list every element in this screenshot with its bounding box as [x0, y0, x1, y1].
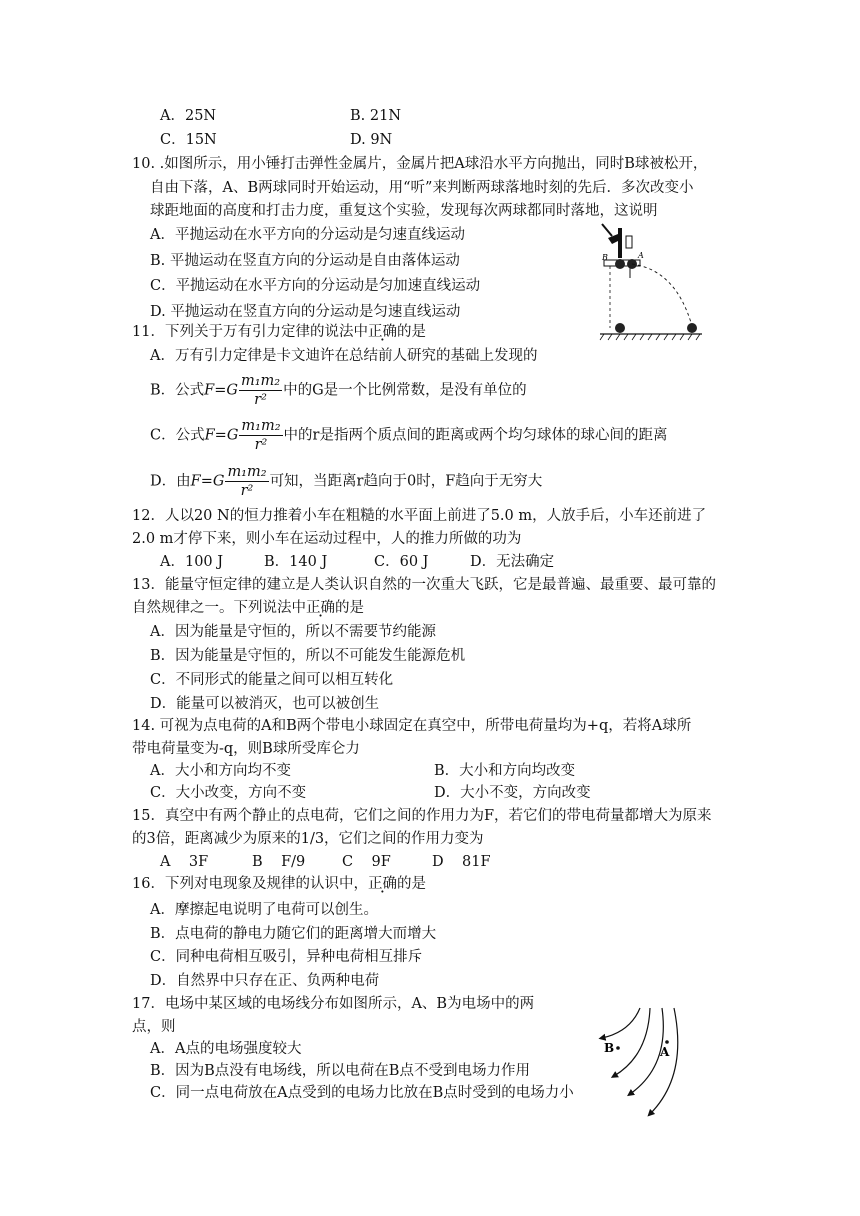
q12-option-b: B．140 J	[264, 554, 328, 570]
q11-stem-post: 的是	[396, 324, 426, 340]
q9-option-a: A．25N	[160, 108, 217, 124]
q11-option-c-post: 中的r是指两个质点间的距离或两个均匀球体的球心间的距离	[283, 427, 668, 444]
q13-option-b: B．因为能量是守恒的，所以不可能发生能源危机	[150, 648, 466, 664]
formula-numerator: m₁m₂	[241, 418, 281, 434]
q11-option-b	[150, 372, 527, 409]
q13-option-a: A．因为能量是守恒的，所以不需要节约能源	[150, 624, 436, 640]
q13-stem-line1: 13．能量守恒定律的建立是人类认识自然的一次重大飞跃，它是最普遍、最重要、最可靠的	[132, 577, 716, 593]
fig-point-a-label: A	[660, 1045, 670, 1059]
q17-stem-line1: 17．电场中某区域的电场线分布如图所示，A、B为电场中的两	[132, 996, 535, 1012]
q17-option-a: A．A点的电场强度较大	[150, 1041, 302, 1057]
q10-option-d: D. 平抛运动在竖直方向的分运动是匀速直线运动	[150, 304, 461, 320]
q13-stem-line2	[132, 598, 364, 618]
q13-stem-post: 的是	[335, 600, 364, 616]
q12-option-c: C．60 J	[374, 554, 429, 570]
formula-numerator: m₁m₂	[240, 373, 281, 389]
q16-option-c: C．同种电荷相互吸引，异种电荷相互排斥	[150, 949, 423, 965]
q13-option-d: D．能量可以被消灭，也可以被创生	[150, 696, 380, 712]
q15-option-d: D 81F	[432, 854, 491, 870]
formula-lhs: F=G	[204, 382, 238, 399]
q14-option-b: B．大小和方向均改变	[434, 763, 576, 779]
q13-stem-pre: 自然规律之一。下列说法中	[132, 600, 306, 616]
fig-label-b: B	[602, 253, 608, 262]
q16-option-b: B．点电荷的静电力随它们的距离增大而增大	[150, 926, 437, 942]
formula-denominator: r²	[254, 437, 268, 453]
q12-stem-line2: 2.0 m才停下来，则小车在运动过程中，人的推力所做的功为	[132, 531, 522, 547]
q13-stem-emphasis: 正确	[306, 600, 335, 616]
q14-stem-line2: 带电荷量变为-q，则B球所受库仑力	[132, 741, 360, 757]
q15-option-c: C 9F	[342, 854, 391, 870]
formula-fraction	[239, 417, 282, 454]
q11-option-d	[150, 463, 542, 500]
q15-option-a: A 3F	[160, 854, 209, 870]
q14-stem-line1: 14. 可视为点电荷的A和B两个带电小球固定在真空中，所带电荷量均为+q，若将A球所	[132, 718, 692, 734]
q14-option-d: D．大小不变，方向改变	[434, 785, 591, 801]
q12-stem-line1: 12．人以20 N的恒力推着小车在粗糙的水平面上前进了5.0 m，人放手后，小车还前进了	[132, 508, 707, 524]
q10-stem-line3: 球距地面的高度和打击力度，重复这个实验，发现每次两球都同时落地，这说明	[150, 203, 658, 219]
q17-option-c: C．同一点电荷放在A点受到的电场力比放在B点时受到的电场力小	[150, 1085, 574, 1101]
q10-option-c: C．平抛运动在水平方向的分运动是匀加速直线运动	[150, 278, 481, 294]
q11-option-c-pre: C．公式	[150, 427, 205, 444]
q11-option-b-post: 中的G是一个比例常数，是没有单位的	[283, 382, 527, 399]
q11-option-b-pre: B．公式	[150, 382, 205, 399]
q17-stem-line2: 点，则	[132, 1019, 176, 1035]
q9-option-b: B. 21N	[350, 108, 402, 124]
q13-option-c: C．不同形式的能量之间可以相互转化	[150, 672, 394, 688]
formula-fraction	[225, 463, 268, 500]
q11-option-d-pre: D．由	[150, 473, 191, 490]
q11-option-d-post: 可知，当距离r趋向于0时，F趋向于无穷大	[269, 473, 543, 490]
q10-stem-line2: 自由下落，A、B两球同时开始运动，用“听”来判断两球落地时刻的先后．多次改变小	[150, 180, 694, 196]
q10-stem-line1: 10. .如图所示，用小锤打击弹性金属片，金属片把A球沿水平方向抛出，同时B球被松开，	[132, 156, 708, 172]
q14-option-c: C．大小改变，方向不变	[150, 785, 307, 801]
electric-field-figure	[590, 1004, 690, 1120]
q12-option-d: D．无法确定	[470, 554, 555, 570]
q9-option-c: C．15N	[160, 132, 217, 148]
q11-stem-emphasis: 正确	[367, 324, 397, 340]
q17-option-b: B．因为B点没有电场线，所以电荷在B点不受到电场力作用	[150, 1063, 530, 1079]
q16-stem-pre: 16．下列对电现象及规律的认识中，	[132, 876, 368, 892]
formula-numerator: m₁m₂	[227, 464, 267, 480]
formula-fraction	[239, 372, 282, 409]
formula-lhs: F=G	[190, 473, 225, 490]
q11-stem-pre: 11．下列关于万有引力定律的说法中	[132, 324, 368, 340]
q16-option-d: D．自然界中只存在正、负两种电荷	[150, 973, 380, 989]
q15-stem-line1: 15．真空中有两个静止的点电荷，它们之间的作用力为F，若它们的带电荷量都增大为原来	[132, 808, 712, 824]
q11-option-a: A．万有引力定律是卡文迪许在总结前人研究的基础上发现的	[150, 348, 538, 364]
q16-stem-post: 的是	[396, 876, 426, 892]
q14-option-a: A．大小和方向均不变	[150, 763, 291, 779]
fig-point-b-label: B	[604, 1041, 615, 1055]
q9-option-d: D. 9N	[350, 132, 393, 148]
q15-option-b: B F/9	[252, 854, 306, 870]
q10-option-b: B. 平抛运动在竖直方向的分运动是自由落体运动	[150, 253, 460, 269]
q12-option-a: A．100 J	[160, 554, 224, 570]
q11-stem	[132, 322, 426, 342]
formula-denominator: r²	[254, 392, 267, 408]
q11-option-c	[150, 417, 667, 454]
projectile-experiment-figure	[596, 222, 706, 344]
q16-stem	[132, 874, 426, 894]
q16-stem-emphasis: 正确	[367, 876, 397, 892]
formula-lhs: F=G	[204, 427, 239, 444]
q10-option-a: A．平抛运动在水平方向的分运动是匀速直线运动	[150, 227, 465, 243]
fig-label-a: A	[638, 251, 644, 260]
q15-stem-line2: 的3倍，距离减少为原来的1/3，它们之间的作用力变为	[132, 831, 484, 847]
formula-denominator: r²	[240, 483, 254, 499]
q16-option-a: A．摩擦起电说明了电荷可以创生。	[150, 902, 378, 918]
